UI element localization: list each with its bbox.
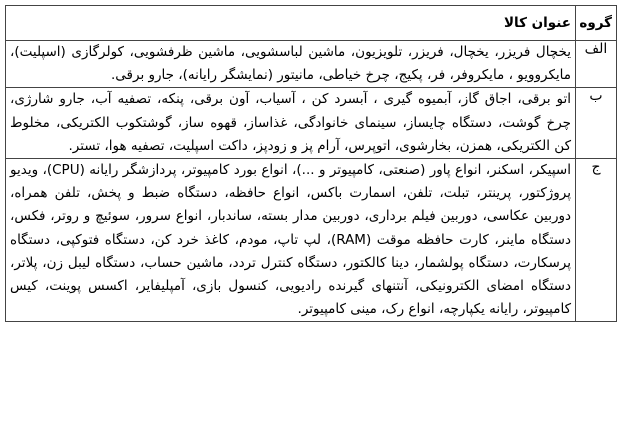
row-group-jim: ج [576, 159, 617, 322]
row-items-jim: اسپیکر، اسکنر، انواع پاور (صنعتی، کامپیوتر و ...)، انواع بورد کامپیوتر، پردازشگر رایانه (CPU)، ویدیو پروژکتور، پرینتر، تبلت، تلفن، اسمارت باکس، انواع حافظه، دستگاه ضبط و پخش، تلفن همراه، دوربین عکاسی، دوربین فیلم برداری، دوربین مدار بسته، ساندبار، انواع سرور، سوئیچ و روتر، فکس، دستگاه ماینر، کارت حافظه موقت (RAM)، لپ تاپ، مودم، کاغذ خرد کن، دستگاه فتوکپی، دستگاه پرسکارت، دستگاه پولشمار، دینا کالکتور، دستگاه کنترل تردد، ماشین حساب، دستگاه لیبل زن، پلاتر، دستگاه امضای الکترونیکی، آنتنهای گیرنده رادیویی، کنسول بازی، آمپلیفایر، اکسس پوینت، کیس کامپیوتر، رایانه یکپارچه، انواع رک، مینی کامپیوتر. [6, 159, 576, 322]
row-items-alef: یخچال فریزر، یخچال، فریزر، تلویزیون، ماشین لباسشویی، ماشین ظرفشویی، کولرگازی (اسپلیت)، مایکروویو ، مایکروفر، فر، پکیج، چرخ خیاطی، مانیتور (نمایشگر رایانه)، جارو برقی. [6, 41, 576, 88]
goods-table-container [5, 5, 617, 322]
table-row [6, 159, 617, 322]
row-group-alef: الف [576, 41, 617, 88]
row-group-be: ب [576, 88, 617, 159]
header-group: گروه [576, 6, 617, 41]
table-row [6, 88, 617, 159]
row-items-be: اتو برقی، اجاق گاز، آبمیوه گیری ، آبسرد کن ، آسیاب، آون برقی، پنکه، تصفیه آب، جارو شارژی، چرخ گوشت، دستگاه چایساز، سینمای خانوادگی، غذاساز، قهوه ساز، گوشتکوب الکتریکی، مخلوط کن الکتریکی، همزن، بخارشوی، اتوپرس، آرام پز و زودپز، داکت اسپلیت، تصفیه هوا، تستر. [6, 88, 576, 159]
header-goods-title: عنوان کالا [6, 6, 576, 41]
goods-category-table [5, 5, 617, 322]
table-header-row [6, 6, 617, 41]
table-row [6, 41, 617, 88]
